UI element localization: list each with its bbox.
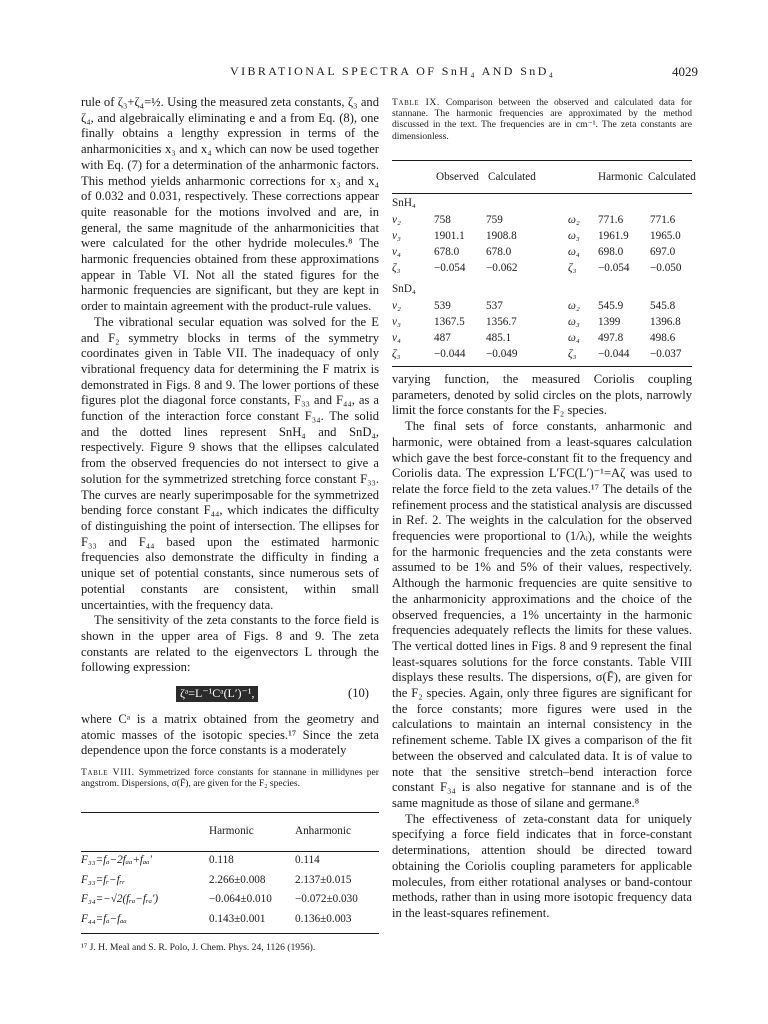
table-cell: F₄₄=fₐ−fₐₐ	[81, 912, 127, 925]
paragraph: The final sets of force constants, anharmonic and harmonic, were obtained from a least-squares calculation which gave the best force-constant fit to the frequency and Coriolis data. The expression L′FC(L′)⁻¹=Aζ was used to relate the force field to the zeta values.¹⁷ The details of the refinement process and the statistical analysis are discussed in Ref. 2. The weights in the calculation for the observed frequencies were proportional to (1/λᵢ), while the weights for the harmonic frequencies and the zeta constants were assumed to be 1% and 5% of their values, respectively. Although the harmonic frequencies are quite sensitive to the anharmonicity approximations and the choice of the observed frequencies, a 1% uncertainty in the harmonic frequencies adequately reflects the limits for these values. The vertical dotted lines in Figs. 8 and 9 represent the final least-squares solutions for the force constants. Table VIII displays these results. The dispersions, σ(F̄), are given for the F₂ species. Again, only three figures are significant for the force constants; more figures were used in the calculations to maintain an internal consistency in the refinement scheme. Table IX gives a comparison of the fit between the observed and calculated data. It is of value to note that the sensitive stretch–bend interaction force constant F₃₄ is also negative for stannane and is of the same magnitude as those of silane and germane.⁸	[392, 419, 692, 810]
table-cell: 771.6	[598, 213, 624, 226]
page-header	[0, 64, 768, 84]
table-row	[81, 852, 379, 872]
table-row	[81, 891, 379, 911]
table-cell: F₃₃=fᵣ−fᵣᵣ	[81, 873, 126, 886]
right-column	[392, 372, 692, 922]
table-body	[81, 852, 379, 930]
table-cell: 485.1	[486, 331, 512, 344]
table-cell: 0.136±0.003	[295, 912, 352, 925]
table-cell: ν₂	[392, 299, 401, 312]
table-cell: 498.6	[650, 331, 676, 344]
paragraph: rule of ζ₃+ζ₄=½. Using the measured zeta constants, ζ₃ and ζ₄, and algebraically eliminating e and a from Eq. (8), one finally obtains a lengthy expression in terms of the anharmonicities x₃ and x₄ which can now be used together with Eq. (7) for a determination of the anharmonic factors. This method yields anharmonic corrections for x₃ and x₄ of 0.032 and 0.031, respectively. These corrections appear quite reasonable for the motions involved and are, in general, the same magnitude of the anharmonicities that were calculated for the other hydride molecules.⁸ The harmonic frequencies obtained from these approximations appear in Table VI. Not all the stated figures for the harmonic frequencies are significant, but they are kept in order to maintain agreement with the product-rule values.	[81, 95, 379, 314]
column-header: Anharmonic	[295, 824, 351, 837]
table-cell: 1356.7	[486, 315, 517, 328]
table-cell: 537	[486, 299, 503, 312]
paragraph: The sensitivity of the zeta constants to the force field is shown in the upper area of Figs. 8 and 9. The zeta constants are related to the eigenvectors L through the following expression:	[81, 613, 379, 675]
table-group-label: SnD₄	[392, 282, 416, 295]
table-cell: ζ₃	[568, 261, 577, 274]
table-row	[392, 260, 692, 276]
table-cell: −0.044	[598, 347, 630, 360]
table-cell: −0.072±0.030	[295, 893, 358, 906]
table-row	[392, 212, 692, 228]
table-cell: 678.0	[486, 245, 512, 258]
table-cell: 0.118	[209, 854, 234, 867]
table-viii	[81, 767, 379, 933]
table-cell: 545.9	[598, 299, 624, 312]
table-caption-text: Comparison between the observed and calculated data for stannane. The harmonic frequencies are approximated by the method discussed in the text. The frequencies are in cm⁻¹. The zeta constants are dimensionless.	[392, 97, 692, 142]
table-header-row	[392, 161, 696, 194]
table-cell: F₃₄=−√2(fᵣₐ−fᵣₐ′)	[81, 893, 159, 906]
table-cell: ζ₃	[392, 261, 401, 274]
column-header: Harmonic	[598, 170, 643, 183]
table-cell: −0.049	[486, 347, 518, 360]
column-header: Calculated	[648, 170, 696, 183]
table-cell: 1965.0	[650, 229, 681, 242]
table-cell: −0.062	[486, 261, 518, 274]
paragraph: where Cᵃ is a matrix obtained from the geometry and atomic masses of the isotopic species.¹⁷ Since the zeta dependence upon the force constants is a moderately	[81, 712, 379, 758]
table-row	[392, 330, 692, 346]
table-bottom-rule	[392, 366, 692, 367]
table-row	[392, 244, 692, 260]
table-cell: 1367.5	[434, 315, 465, 328]
table-row	[392, 346, 692, 362]
page-number: 4029	[672, 64, 698, 79]
running-title: VIBRATIONAL SPECTRA OF SnH₄ AND SnD₄	[230, 64, 556, 78]
table-cell: ω₄	[568, 245, 580, 258]
table-cell: 1901.1	[434, 229, 465, 242]
table-header-row	[81, 813, 379, 852]
table-row	[392, 228, 692, 244]
table-cell: ω₄	[568, 331, 580, 344]
table-cell: 0.114	[295, 854, 320, 867]
table-cell: ω₂	[568, 299, 580, 312]
table-label: Table IX.	[392, 97, 440, 108]
table-cell: −0.044	[434, 347, 466, 360]
table-row	[81, 871, 379, 891]
paragraph: The effectiveness of zeta-constant data for uniquely specifying a force field indicates that in force-constant determinations, attention should be directed toward obtaining the Coriolis coupling parameters for applicable molecules, from either rotational analyses or band-contour methods, rather than in using more isotopic frequency data in the least-squares refinement.	[392, 811, 692, 920]
table-caption	[81, 767, 379, 789]
equation-number: (10)	[348, 686, 369, 701]
table-row	[392, 314, 692, 330]
table-cell: 771.6	[650, 213, 676, 226]
left-column	[81, 95, 379, 955]
table-row	[392, 298, 692, 314]
table-cell: 758	[434, 213, 451, 226]
table-caption-text: Symmetrized force constants for stannane in millidynes per angstrom. Dispersions, σ(F̄), are given for the F₂ species.	[81, 767, 379, 790]
table-cell: ω₃	[568, 229, 580, 242]
table-cell: ω₂	[568, 213, 580, 226]
table-cell: 678.0	[434, 245, 460, 258]
table-cell: 2.266±0.008	[209, 873, 266, 886]
table-cell: ν₃	[392, 229, 401, 242]
table-cell: 1961.9	[598, 229, 629, 242]
table-cell: ζ₃	[392, 347, 401, 360]
column-header: Observed	[436, 170, 479, 183]
table-cell: 487	[434, 331, 451, 344]
table-ix	[392, 97, 696, 367]
table-cell: 698.0	[598, 245, 624, 258]
table-label: Table VIII.	[81, 767, 135, 779]
table-cell: 539	[434, 299, 451, 312]
table-bottom-rule	[81, 933, 379, 934]
table-cell: ν₃	[392, 315, 401, 328]
table-cell: 1908.8	[486, 229, 517, 242]
table-cell: 1396.8	[650, 315, 681, 328]
table-cell: ν₄	[392, 331, 401, 344]
table-cell: 545.8	[650, 299, 676, 312]
table-group-label: SnH₄	[392, 196, 416, 209]
table-cell: F₃₃=fₐ−2fₐₐ+fₐₐ′	[81, 854, 152, 867]
table-cell: 697.0	[650, 245, 676, 258]
footnote: ¹⁷ J. H. Meal and S. R. Polo, J. Chem. Phys. 24, 1126 (1956).	[81, 941, 316, 953]
table-cell: 759	[486, 213, 503, 226]
table-cell: 1399	[598, 315, 621, 328]
table-cell: 2.137±0.015	[295, 873, 352, 886]
table-cell: −0.064±0.010	[209, 893, 272, 906]
column-header: Harmonic	[209, 824, 254, 837]
equation-10	[81, 685, 379, 703]
table-cell: −0.050	[650, 261, 682, 274]
table-cell: ν₂	[392, 213, 401, 226]
table-cell: −0.054	[598, 261, 630, 274]
paragraph: The vibrational secular equation was solved for the E and F₂ symmetry blocks in terms of the symmetry coordinates given in Table VII. The inadequacy of only vibrational frequency data for determining the F matrix is demonstrated in Figs. 8 and 9. The lower portions of these figures plot the diagonal force constants, F₃₃ and F₄₄, as a function of the interaction force constant F₃₄. The solid and the dotted lines represent SnH₄ and SnD₄, respectively. Figure 9 shows that the ellipses calculated from the observed frequencies do not intersect to give a solution for the symmetrized stretching force constant F₃₃. The curves are nearly superimposable for the symmetrized bending force constant F₄₄, which indicates the difficulty of distinguishing the point of intersection. The ellipses for F₃₃ and F₄₄ based upon the estimated harmonic frequencies also demonstrate the difficulty in finding a unique set of potential constants, since numerous sets of potential constants are consistent, within small uncertainties, with the frequency data.	[81, 314, 379, 612]
table-cell: ζ₃	[568, 347, 577, 360]
table-cell: −0.037	[650, 347, 682, 360]
table-row	[81, 910, 379, 930]
table-caption	[392, 97, 692, 142]
equation-formula: ζᵃ=L⁻¹Cᵃ(L′)⁻¹,	[176, 686, 258, 702]
table-cell: 497.8	[598, 331, 624, 344]
table-cell: ν₄	[392, 245, 401, 258]
column-header: Calculated	[488, 170, 536, 183]
table-cell: −0.054	[434, 261, 466, 274]
table-cell: 0.143±0.001	[209, 912, 266, 925]
table-cell: ω₃	[568, 315, 580, 328]
paragraph: varying function, the measured Coriolis coupling parameters, denoted by solid circles on the plots, narrowly limit the force constants for the F₂ species.	[392, 372, 692, 418]
